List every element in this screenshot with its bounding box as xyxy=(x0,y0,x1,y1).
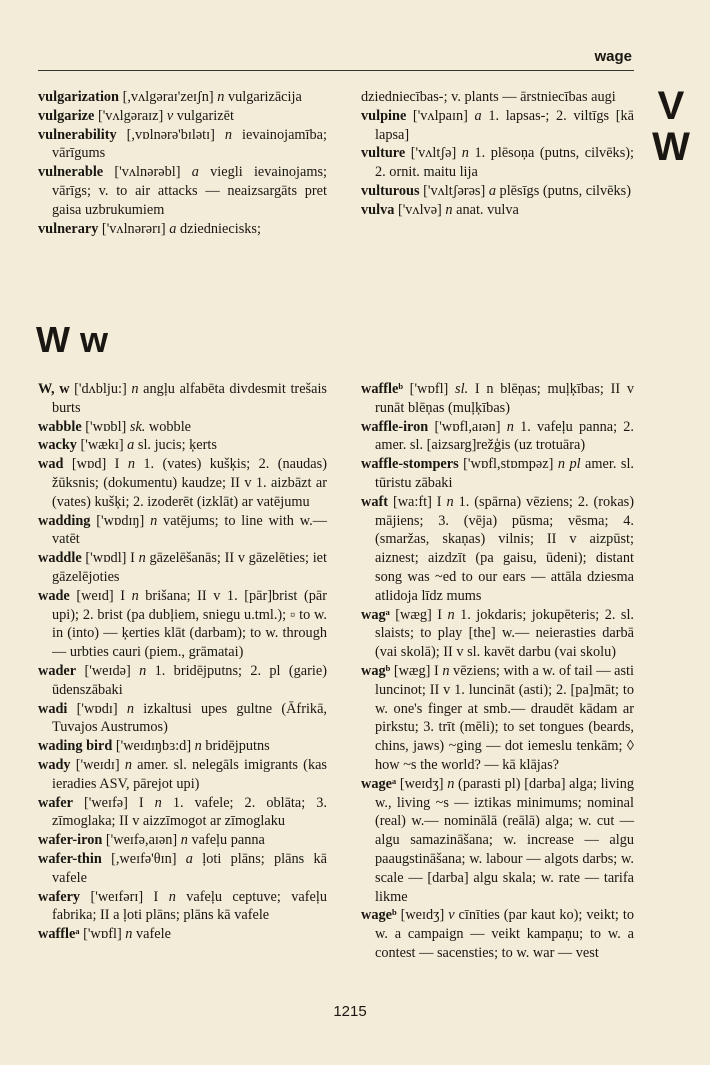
entry-pronunciation: ['weɪdɪŋbɜ:d] xyxy=(112,738,195,755)
entry-headword: W, w xyxy=(38,381,70,397)
column-right-main xyxy=(361,380,634,963)
entry-pronunciation: ['wɒdɪŋ] xyxy=(90,512,151,529)
entry-pronunciation: ['wɒfl,aɪən] xyxy=(428,418,507,435)
entry-definition: izkaltusi upes gultne (Āfrikā, Tuvajos Austrumos) xyxy=(52,700,327,736)
entry-pos: n xyxy=(168,888,176,905)
entry-pronunciation: ['weɪfə,aɪən] xyxy=(102,832,181,849)
entry-pronunciation: ['vʌltʃə] xyxy=(405,145,462,162)
entry-definition: brišana; II v 1. [pār]brist (pār upi); 2. brist (pa dubļiem, sniegu u.tml.); ▫ to w. in (into) — ķerties klāt (darbam); to w. through — urbties cauri (piem., grāmatai) xyxy=(52,587,327,661)
dictionary-entry xyxy=(38,700,327,738)
entry-headword: waft xyxy=(361,493,388,510)
entry-definition: ievainojamība; vārīgums xyxy=(52,126,327,162)
entry-headword: wageᵇ xyxy=(361,907,397,924)
entry-pronunciation: ['wɒdl] I xyxy=(81,550,139,567)
entry-headword: wageᵃ xyxy=(361,775,397,792)
entry-pos: n xyxy=(447,606,455,623)
entry-pronunciation: ['weɪfərɪ] I xyxy=(80,888,169,905)
entry-pos: n xyxy=(124,756,132,773)
entry-pronunciation: ['vʌltʃərəs] xyxy=(419,182,489,199)
entry-headword: wad xyxy=(38,456,64,473)
entry-definition: 1. jokdaris; jokupēteris; 2. sl. slaists; to play [the] w.— neierasties darbā (vai skolā); II v sl. kavēt darbu (vai skolu) xyxy=(375,606,634,661)
dictionary-entry xyxy=(361,182,634,201)
entry-pos: n xyxy=(138,550,146,567)
entry-headword: wafer-iron xyxy=(38,832,103,849)
entry-definition: I n blēņas; muļķības; II v runāt blēņas (muļķības) xyxy=(375,381,634,416)
dictionary-entry xyxy=(38,831,327,850)
entry-pos: sk. xyxy=(129,418,146,435)
dictionary-entry xyxy=(38,107,327,126)
column-left-main xyxy=(38,380,327,944)
entry-pos: a xyxy=(127,437,135,454)
entry-headword: waffleᵃ xyxy=(38,926,80,943)
entry-pronunciation: dziedniecības-; v. plants — ārstniecības augi xyxy=(361,89,616,105)
dictionary-entry xyxy=(361,662,634,775)
entry-pronunciation: ['vʌlnərərɪ] xyxy=(98,220,170,237)
entry-definition: amer. sl. nelegāls imigrants (kas ieradies ASV, pārejot upi) xyxy=(52,756,327,792)
dictionary-entry xyxy=(361,201,634,220)
entry-definition: 1. (spārna) vēziens; 2. (rokas) mājiens; 3. (vēja) pūsma; vēsma; 4. (smaržas, skaņas) vilnis; II v aizpūst; aiznest; aizdzīt (pa gaisu, ūdeni); distant song was ~ed to our ears — attāla dziesma atlidoja līdz mums xyxy=(375,493,634,604)
entry-pos: n xyxy=(506,418,514,435)
entry-pronunciation: [,weɪfə'θɪn] xyxy=(101,850,186,867)
entry-pronunciation: [,vʌlgəraɪ'zeɪʃn] xyxy=(119,89,218,105)
entry-definition: anat. vulva xyxy=(452,201,519,218)
dictionary-entry xyxy=(38,512,327,550)
entry-definition: 1. lapsas-; 2. viltīgs [kā lapsa] xyxy=(375,107,634,143)
entry-pos: n xyxy=(446,493,454,510)
entry-headword: vulnerability xyxy=(38,126,117,143)
entry-pos: a xyxy=(169,220,177,237)
entry-headword: wadding xyxy=(38,512,91,529)
dictionary-entry xyxy=(361,88,634,107)
section-letter-heading: W w xyxy=(36,319,108,360)
entry-pos: n xyxy=(139,662,147,679)
dictionary-entry xyxy=(38,380,327,418)
dictionary-entry xyxy=(38,88,327,107)
column-left-top xyxy=(38,88,327,238)
dictionary-entry xyxy=(38,220,327,239)
dictionary-entry xyxy=(38,888,327,926)
entry-pronunciation: [weɪdʒ] xyxy=(396,775,448,792)
entry-definition: vafele xyxy=(132,926,171,943)
entry-headword: wadi xyxy=(38,700,68,717)
entry-pos: n xyxy=(194,738,202,755)
entry-pronunciation: ['wækɪ] xyxy=(76,437,128,454)
entry-pos: a xyxy=(191,164,199,181)
entry-definition: bridējputns xyxy=(201,738,270,755)
entry-pos: n xyxy=(127,456,135,473)
dictionary-entry xyxy=(38,662,327,700)
entry-definition: vafeļu ceptuve; vafeļu fabrika; II a ļoti plāns; plāns kā vafele xyxy=(52,888,327,924)
dictionary-entry xyxy=(38,436,327,455)
entry-pos: sl. xyxy=(455,381,469,397)
entry-pos: n xyxy=(150,512,158,529)
entry-pronunciation: [weɪd] I xyxy=(69,587,132,604)
entry-definition: 1. vafeļu panna; 2. amer. sl. [aizsarg]režģis (uz trotuāra) xyxy=(375,418,635,454)
entry-definition: 1. plēsoņa (putns, cilvēks); 2. ornit. maitu lija xyxy=(375,145,634,181)
running-head: wage xyxy=(594,48,632,65)
dictionary-entry xyxy=(38,850,327,888)
entry-headword: wabble xyxy=(38,418,82,435)
dictionary-entry xyxy=(361,107,634,145)
dictionary-entry xyxy=(38,587,327,662)
entry-headword: wafer xyxy=(38,794,73,811)
entry-headword: waffleᵇ xyxy=(361,381,403,397)
entry-headword: waffle-iron xyxy=(361,418,429,435)
entry-definition: 1. (vates) kušķis; 2. (naudas) žūksnis; (dokumentu) kaudze; II v 1. aizbāzt ar (vates) kušķi; 2. izoderēt (izklāt) ar vatējumu xyxy=(52,456,327,510)
entry-headword: vulpine xyxy=(361,107,407,124)
entry-definition: cīnīties (par kaut ko); veikt; to w. a campaign — veikt kampaņu; to w. a contest — sacensties; to w. war — vest xyxy=(375,907,634,961)
entry-pos: a xyxy=(488,182,496,199)
entry-definition: viegli ievainojams; vārīgs; v. to air attacks — neaizsargāts pret gaisa uzbrukumiem xyxy=(52,164,327,218)
entry-headword: wacky xyxy=(38,437,77,454)
entry-pronunciation: ['vʌlpaɪn] xyxy=(406,107,475,124)
entry-pos: n xyxy=(461,145,469,162)
entry-headword: vulnerable xyxy=(38,164,104,181)
entry-definition: 1. bridējputns; 2. pl (garie) ūdenszābaki xyxy=(52,662,327,698)
dictionary-entry xyxy=(361,380,634,418)
entry-pronunciation: [wæg] I xyxy=(390,662,443,679)
entry-pronunciation: ['vʌlvə] xyxy=(394,201,446,218)
entry-headword: vulturous xyxy=(361,182,420,199)
entry-headword: wading bird xyxy=(38,738,113,755)
entry-definition: ļoti plāns; plāns kā vafele xyxy=(52,850,327,886)
dictionary-entry xyxy=(361,493,634,606)
entry-headword: wade xyxy=(38,587,70,604)
entry-pronunciation: [wæg] I xyxy=(389,606,448,623)
entry-pos: a xyxy=(185,850,193,867)
dictionary-entry xyxy=(38,925,327,944)
entry-headword: wagᵇ xyxy=(361,662,391,679)
entry-headword: waffle-stompers xyxy=(361,456,459,473)
entry-pronunciation: [weɪdʒ] xyxy=(396,907,449,924)
entry-pronunciation: ['weɪdɪ] xyxy=(70,756,125,773)
entry-definition: 1. vafele; 2. oblāta; 3. zīmoglaka; II v aizzīmogot ar zīmoglaku xyxy=(52,794,327,830)
entry-headword: wagᵃ xyxy=(361,606,390,623)
thumb-index xyxy=(646,86,696,168)
entry-definition: vēziens; with a w. of tail — asti luncinot; II v 1. luncināt (asti); 2. [pa]māt; to w. one's finger at smb.— draudēt kādam ar pirkstu; 3. trīt (mēli); to set tongues (beards, chins, jaws) ~ging — dot iemeslu tenkām; ◊ how ~s the world? — kā klājas? xyxy=(375,662,635,773)
entry-definition: dziedniecisks; xyxy=(176,220,261,237)
entry-pronunciation: ['dʌblju:] xyxy=(69,381,132,397)
entry-definition: amer. sl. tūristu zābaki xyxy=(375,456,634,491)
entry-pos: n xyxy=(180,832,188,849)
entry-definition: (parasti pl) [darba] alga; living w., living ~s — iztikas minimums; nominal (real) w.— nominālā (reālā) alga; w. cut — algu samazināšana; w. increase — algu paaugstināšana; w. labour — algots darbs; w. scale — [darba] algu skala; w. rate — tarifa likme xyxy=(375,775,634,905)
entry-headword: vulva xyxy=(361,201,395,218)
dictionary-entry xyxy=(361,455,634,493)
entry-pronunciation: ['weɪdə] xyxy=(76,662,140,679)
dictionary-entry xyxy=(38,163,327,219)
entry-pos: n xyxy=(447,775,455,792)
entry-pos: v xyxy=(166,107,174,124)
entry-pronunciation: ['wɒdɪ] xyxy=(67,700,127,717)
entry-pos: n xyxy=(125,926,133,943)
entry-pronunciation: [,vɒlnərə'bɪlətɪ] xyxy=(116,126,225,143)
dictionary-entry xyxy=(38,794,327,832)
entry-pos: n xyxy=(126,700,135,717)
dictionary-entry xyxy=(38,737,327,756)
entry-headword: vulgarize xyxy=(38,107,95,124)
column-right-top xyxy=(361,88,634,220)
entry-pos: n xyxy=(131,381,139,397)
entry-pos: n xyxy=(442,662,450,679)
entry-pos: n xyxy=(445,201,453,218)
entry-definition: vatējums; to line with w.— vatēt xyxy=(52,512,327,548)
entry-pronunciation: ['vʌlgəraɪz] xyxy=(94,107,167,124)
entry-pronunciation: [wɒd] I xyxy=(63,456,128,473)
entry-headword: wady xyxy=(38,756,71,773)
dictionary-entry xyxy=(38,756,327,794)
entry-pronunciation: ['weɪfə] I xyxy=(72,794,155,811)
entry-definition: vulgarizēt xyxy=(173,107,234,124)
entry-pronunciation: ['wɒfl] xyxy=(402,381,456,397)
thumb-letter: W xyxy=(652,125,690,169)
entry-pos: n xyxy=(217,89,225,105)
entry-pos: n xyxy=(154,794,162,811)
entry-pos: n xyxy=(131,587,139,604)
entry-pronunciation: [wa:ft] I xyxy=(388,493,447,510)
dictionary-entry xyxy=(38,455,327,511)
entry-definition: gāzelēšanās; II v gāzelēties; iet gāzelējoties xyxy=(52,550,327,585)
entry-headword: waddle xyxy=(38,550,82,567)
entry-headword: wafer-thin xyxy=(38,850,102,867)
entry-pronunciation: ['wɒfl] xyxy=(79,926,126,943)
entry-pronunciation: ['wɒbl] xyxy=(81,418,130,435)
entry-pos: n xyxy=(224,126,233,143)
entry-headword: vulgarization xyxy=(38,89,120,105)
dictionary-entry xyxy=(361,606,634,662)
entry-pronunciation: ['vʌlnərəbl] xyxy=(103,164,192,181)
entry-pos: v xyxy=(448,907,455,924)
entry-definition: sl. jucis; ķerts xyxy=(134,437,217,454)
entry-definition: angļu alfabēta divdesmit trešais burts xyxy=(52,381,327,416)
entry-pos: n pl xyxy=(557,456,581,473)
dictionary-entry xyxy=(361,775,634,907)
entry-pos: a xyxy=(474,107,482,124)
dictionary-entry xyxy=(38,549,327,587)
dictionary-entry xyxy=(361,144,634,182)
entry-definition: wobble xyxy=(145,418,192,435)
entry-headword: vulture xyxy=(361,145,406,162)
entry-pronunciation: ['wɒfl,stɒmpəz] xyxy=(458,456,558,473)
dictionary-entry xyxy=(38,418,327,437)
entry-definition: vulgarizācija xyxy=(224,89,302,105)
dictionary-entry xyxy=(38,126,327,164)
thumb-letter: V xyxy=(657,84,685,128)
entry-definition: plēsīgs (putns, cilvēks) xyxy=(495,182,631,199)
entry-definition: vafeļu panna xyxy=(187,832,265,849)
entry-headword: wafery xyxy=(38,888,81,905)
header-rule xyxy=(38,70,634,71)
entry-headword: wader xyxy=(38,662,77,679)
page-number: 1215 xyxy=(333,1003,367,1020)
dictionary-entry xyxy=(361,906,634,962)
entry-headword: vulnerary xyxy=(38,220,99,237)
dictionary-entry xyxy=(361,418,634,456)
